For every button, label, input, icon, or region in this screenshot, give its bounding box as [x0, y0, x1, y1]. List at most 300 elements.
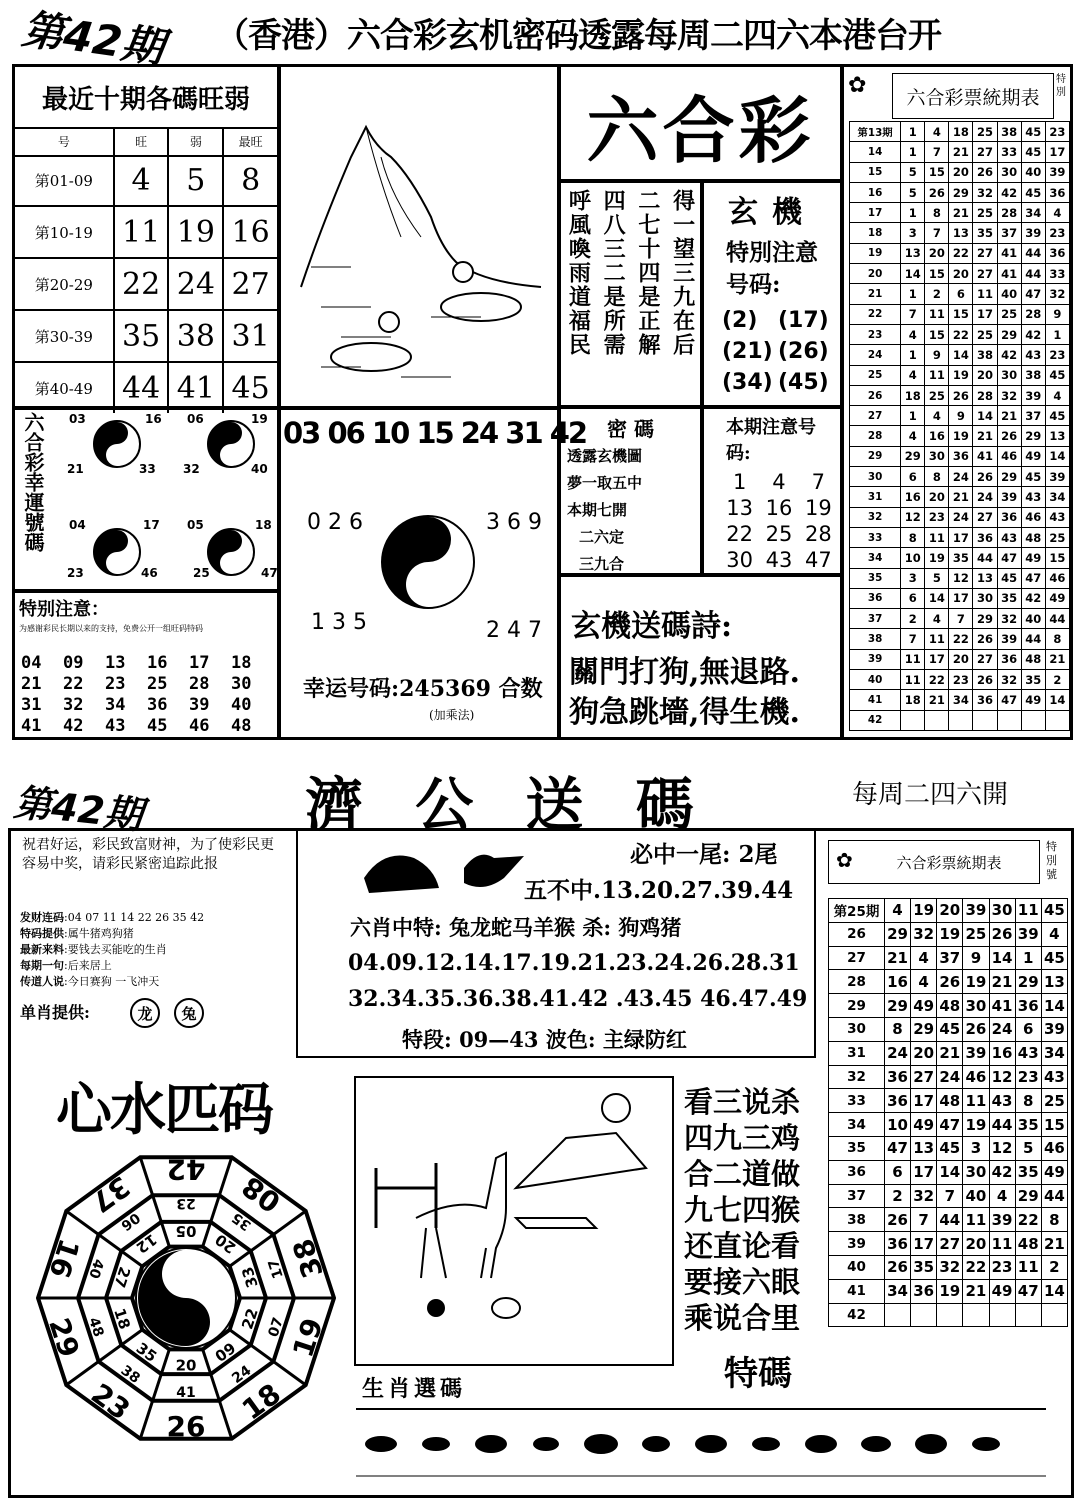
table-row — [850, 609, 1070, 629]
special-attn-num: (17) — [778, 308, 829, 333]
table-cell: 44 — [1021, 264, 1045, 284]
table-row — [850, 264, 1070, 284]
info-panel — [14, 834, 286, 1030]
table-cell: 14 — [850, 142, 901, 162]
lucky-num: 19 — [251, 412, 268, 426]
table-cell: 21 — [949, 203, 973, 223]
bottom-table-title-box — [828, 840, 1040, 884]
special-attn-num: (21) — [722, 339, 773, 364]
table-cell: 29 — [850, 446, 901, 466]
table-cell: 36 — [911, 1279, 937, 1303]
bagua-number: 18 — [235, 1376, 287, 1427]
this-issue-row — [720, 521, 838, 547]
table-row — [829, 1065, 1068, 1089]
mima-panel — [558, 406, 703, 576]
bagua-number: 05 — [175, 1221, 197, 1240]
table-cell: 24 — [949, 467, 973, 487]
table-cell: 25 — [997, 304, 1021, 324]
table-row — [850, 324, 1070, 344]
table-cell: 36 — [949, 446, 973, 466]
table-cell: 43 — [997, 527, 1021, 547]
table-cell: 39 — [997, 629, 1021, 649]
jigong-nums-1: 04.09.12.14.17.19.21.23.24.26.28.31 — [348, 950, 800, 976]
table-cell: 48 — [937, 1089, 963, 1113]
table-cell: 48 — [1021, 649, 1045, 669]
table-cell: 21 — [963, 1279, 989, 1303]
table-cell: 4 — [901, 426, 925, 446]
table-cell: 49 — [1021, 548, 1045, 568]
special-notice-num: 31 — [21, 695, 42, 715]
deer-picture-frame — [354, 1076, 674, 1366]
table-cell: 22 — [949, 243, 973, 263]
poem-column: 四八三二是所需 — [600, 189, 627, 357]
table-cell — [963, 1303, 989, 1327]
table-row — [829, 1208, 1068, 1232]
special-notice-num: 09 — [63, 653, 84, 673]
table-cell: 26 — [884, 1255, 910, 1279]
shengxiao-label: 生肖選碼 — [362, 1376, 467, 1402]
side-poem-line: 九七四猴 — [684, 1193, 801, 1227]
table-cell: 43 — [989, 1089, 1015, 1113]
table-cell: 22 — [963, 1255, 989, 1279]
poem-panel — [558, 180, 703, 408]
table-cell: 37 — [997, 223, 1021, 243]
table-cell: 20 — [949, 264, 973, 284]
table-cell: 49 — [1021, 446, 1045, 466]
table-cell: 11 — [989, 1232, 1015, 1256]
table-cell: 37 — [1021, 406, 1045, 426]
table-cell: 45 — [1021, 467, 1045, 487]
special-notice-num: 22 — [63, 674, 84, 694]
table-cell: 47 — [884, 1136, 910, 1160]
special-notice-num: 23 — [105, 674, 126, 694]
this-issue-num: 7 — [811, 470, 825, 494]
table-cell: 19 — [963, 1113, 989, 1137]
table-cell: 19 — [850, 243, 901, 263]
table-cell: 47 — [1021, 284, 1045, 304]
table-cell: 11 — [925, 527, 949, 547]
table-row — [850, 223, 1070, 243]
table-cell: 25 — [973, 324, 997, 344]
table-cell — [949, 710, 973, 730]
side-poem-line: 要接六眼 — [684, 1265, 801, 1299]
table-cell: 6 — [901, 588, 925, 608]
table-cell: 32 — [911, 922, 937, 946]
recent-header-row — [15, 127, 277, 157]
table-row — [850, 122, 1070, 142]
history-table-side: 特別 — [1056, 74, 1066, 98]
table-cell: 29 — [911, 1017, 937, 1041]
lucky-number-label: 幸运号码:245369 合数 — [303, 676, 543, 702]
table-cell: 19 — [937, 922, 963, 946]
table-row — [829, 1279, 1068, 1303]
table-row — [850, 203, 1070, 223]
table-cell: 41 — [997, 243, 1021, 263]
table-cell: 25 — [973, 122, 997, 142]
table-cell: 29 — [1021, 426, 1045, 446]
table-cell: 9 — [963, 946, 989, 970]
table-cell: 11 — [973, 284, 997, 304]
table-cell: 46 — [1021, 507, 1045, 527]
table-cell: 37 — [937, 946, 963, 970]
special-notice-num: 28 — [189, 674, 210, 694]
table-row — [829, 1017, 1068, 1041]
table-cell: 21 — [937, 1041, 963, 1065]
table-cell: 25 — [973, 203, 997, 223]
table-cell: 42 — [1021, 588, 1045, 608]
table-cell: 7 — [949, 609, 973, 629]
table-row — [850, 142, 1070, 162]
table-cell — [911, 1303, 937, 1327]
table-row — [850, 243, 1070, 263]
table-cell: 44 — [989, 1113, 1015, 1137]
bagua-number: 06 — [117, 1209, 143, 1234]
lucky-num: 06 — [187, 412, 204, 426]
table-cell: 21 — [925, 690, 949, 710]
table-cell — [901, 710, 925, 730]
table-cell: 47 — [1021, 568, 1045, 588]
table-cell: 44 — [1021, 243, 1045, 263]
table-cell: 11 — [963, 1208, 989, 1232]
table-cell: 46 — [1045, 568, 1069, 588]
col-header: 号 — [15, 127, 115, 155]
special-notice-note: 为感谢彩民长期以来的支持，免费公开一组旺码特码 — [19, 624, 203, 633]
mountain-ducks-illustration — [281, 67, 557, 406]
table-cell: 13 — [973, 568, 997, 588]
table-cell: 35 — [829, 1136, 885, 1160]
special-notice-num: 45 — [147, 716, 168, 736]
bagua-number: 24 — [229, 1362, 255, 1387]
table-cell: 1 — [1045, 324, 1069, 344]
table-cell: 1 — [1015, 946, 1041, 970]
poem-column: 二七十四是正解 — [634, 189, 661, 357]
table-cell: 32 — [829, 1065, 885, 1089]
table-cell: 1 — [901, 284, 925, 304]
this-issue-num: 28 — [804, 522, 832, 546]
table-cell: 35 — [911, 1255, 937, 1279]
table-cell: 9 — [1045, 304, 1069, 324]
info-line — [20, 958, 288, 974]
info-key: 特码提供 — [20, 927, 64, 940]
table-cell: 33 — [997, 142, 1021, 162]
table-row — [850, 385, 1070, 405]
table-cell: 18 — [901, 690, 925, 710]
table-cell: 36 — [1045, 243, 1069, 263]
info-line — [20, 926, 288, 942]
table-cell: 32 — [973, 182, 997, 202]
mima-line: 三九合 — [579, 555, 625, 573]
mima-line: 二六定 — [579, 528, 625, 546]
table-cell: 8 — [925, 203, 949, 223]
table-cell: 11 — [901, 649, 925, 669]
table-cell: 1 — [901, 122, 925, 142]
table-cell: 27 — [973, 649, 997, 669]
this-issue-num: 47 — [804, 548, 832, 572]
table-cell: 2 — [884, 1184, 910, 1208]
table-cell: 39 — [963, 1041, 989, 1065]
table-cell: 43 — [1021, 345, 1045, 365]
table-cell: 19 — [925, 548, 949, 568]
table-cell: 45 — [1021, 182, 1045, 202]
special-notice-num: 34 — [105, 695, 126, 715]
bagua-number: 20 — [175, 1356, 197, 1375]
table-cell: 47 — [997, 690, 1021, 710]
table-cell: 38 — [997, 122, 1021, 142]
table-cell: 38 — [1021, 365, 1045, 385]
table-cell: 30 — [997, 162, 1021, 182]
info-sep: : — [64, 975, 68, 988]
table-cell: 34 — [949, 690, 973, 710]
table-cell: 36 — [850, 588, 901, 608]
recent-row — [15, 155, 277, 207]
table-cell: 14 — [949, 345, 973, 365]
xuanji-poem-line: 狗急跳墻,得生機. — [569, 695, 800, 730]
table-cell: 8 — [884, 1017, 910, 1041]
table-cell: 24 — [989, 1017, 1015, 1041]
recent-row-value: 24 — [169, 259, 224, 309]
table-cell: 43 — [1015, 1041, 1041, 1065]
table-row — [850, 284, 1070, 304]
info-sep: : — [64, 959, 68, 972]
table-cell: 20 — [973, 365, 997, 385]
table-row — [850, 487, 1070, 507]
xinshui-title: 心水匹码 — [56, 1077, 272, 1143]
table-cell: 22 — [850, 304, 901, 324]
table-cell: 44 — [1021, 629, 1045, 649]
table-row — [850, 304, 1070, 324]
taiji-icon — [93, 420, 141, 468]
table-cell: 26 — [973, 162, 997, 182]
table-cell: 27 — [937, 1232, 963, 1256]
info-key: 每期一句 — [20, 959, 64, 972]
table-cell: 39 — [963, 899, 989, 923]
info-value: 后来居上 — [67, 959, 112, 972]
table-cell: 39 — [989, 1208, 1015, 1232]
special-attn-num: (2) — [722, 308, 758, 333]
table-row — [829, 1089, 1068, 1113]
table-cell: 24 — [937, 1065, 963, 1089]
history-table-logo-icon: ✿ — [848, 73, 867, 98]
this-issue-row — [720, 495, 838, 521]
this-issue-num: 25 — [765, 522, 793, 546]
table-cell: 30 — [973, 588, 997, 608]
col-header: 弱 — [169, 127, 224, 155]
table-cell: 11 — [925, 365, 949, 385]
table-cell: 39 — [829, 1232, 885, 1256]
section2-title: 濟 公 送 碼 — [305, 771, 710, 839]
lucky-num: 40 — [251, 462, 268, 476]
table-cell: 2 — [925, 284, 949, 304]
bottom-history-table — [828, 898, 1068, 1327]
table-cell: 2 — [901, 609, 925, 629]
table-cell: 30 — [989, 899, 1015, 923]
poem-column: 呼風喚雨道福民 — [565, 189, 592, 357]
recent-row-value: 45 — [231, 370, 270, 406]
table-cell: 3 — [901, 223, 925, 243]
table-cell: 11 — [925, 304, 949, 324]
table-cell: 17 — [949, 588, 973, 608]
table-cell: 21 — [1041, 1232, 1067, 1256]
table-cell: 30 — [829, 1017, 885, 1041]
table-cell: 4 — [1045, 203, 1069, 223]
side-poem-line: 乘说合里 — [684, 1301, 801, 1335]
bagua-number: 12 — [132, 1230, 161, 1258]
table-cell: 11 — [1015, 899, 1041, 923]
table-cell: 23 — [1045, 223, 1069, 243]
table-cell: 4 — [901, 365, 925, 385]
this-issue-num: 13 — [726, 496, 754, 520]
special-notice-num: 21 — [21, 674, 42, 694]
table-row — [850, 588, 1070, 608]
table-cell: 32 — [997, 385, 1021, 405]
lucky-num: 04 — [69, 518, 86, 532]
table-cell: 16 — [884, 970, 910, 994]
brand-title: 六合彩 — [586, 89, 815, 173]
info-key: 最新来料 — [20, 943, 64, 956]
brand-panel — [558, 64, 843, 182]
table-cell: 14 — [925, 588, 949, 608]
table-cell: 41 — [989, 994, 1015, 1018]
table-cell: 35 — [1015, 1113, 1041, 1137]
table-cell: 35 — [1015, 1160, 1041, 1184]
table-row — [850, 507, 1070, 527]
recent-row-value: 5 — [169, 155, 224, 205]
taiji-right-nums: 3 6 9 — [486, 510, 542, 535]
taiji-icon — [207, 528, 255, 576]
lucky-num: 05 — [187, 518, 204, 532]
table-cell: 16 — [850, 182, 901, 202]
table-cell: 11 — [963, 1089, 989, 1113]
this-issue-title: 本期注意号码: — [726, 417, 816, 464]
table-cell: 10 — [901, 548, 925, 568]
table-cell: 23 — [1045, 345, 1069, 365]
table-cell: 8 — [1041, 1208, 1067, 1232]
table-cell: 24 — [850, 345, 901, 365]
deer-illustration — [356, 1078, 672, 1364]
table-cell: 18 — [901, 385, 925, 405]
table-cell: 14 — [989, 946, 1015, 970]
recent-row-value: 11 — [115, 207, 170, 257]
table-cell: 9 — [949, 406, 973, 426]
table-cell: 20 — [963, 1232, 989, 1256]
table-row — [829, 1255, 1068, 1279]
table-cell: 17 — [925, 649, 949, 669]
table-cell: 38 — [973, 345, 997, 365]
table-cell: 28 — [1021, 304, 1045, 324]
bagua-number: 19 — [286, 1314, 330, 1362]
table-cell: 36 — [997, 507, 1021, 527]
table-cell: 40 — [850, 670, 901, 690]
table-cell: 23 — [1015, 1065, 1041, 1089]
table-cell: 2 — [1041, 1255, 1067, 1279]
single-xiao-b: 兔 — [174, 998, 204, 1028]
table-cell: 5 — [1015, 1136, 1041, 1160]
table-cell: 6 — [901, 467, 925, 487]
table-cell: 15 — [925, 324, 949, 344]
table-cell: 21 — [884, 946, 910, 970]
single-xiao-label: 单肖提供: — [20, 1003, 90, 1022]
table-cell: 22 — [949, 629, 973, 649]
zodiac-animals-icon — [356, 1410, 1046, 1486]
lucky-title: 六合彩幸運號碼 — [21, 412, 45, 552]
table-row — [850, 365, 1070, 385]
table-cell: 25 — [1041, 1089, 1067, 1113]
bagua-number: 17 — [265, 1256, 287, 1281]
bizhong: 必中一尾: 2尾 — [630, 841, 778, 868]
table-cell: 24 — [973, 487, 997, 507]
bagua-number: 37 — [85, 1169, 137, 1220]
recent-row-value: 19 — [169, 207, 224, 257]
table-cell: 36 — [973, 527, 997, 547]
table-cell: 23 — [850, 324, 901, 344]
table-cell: 11 — [1015, 1255, 1041, 1279]
table-cell: 32 — [911, 1184, 937, 1208]
table-cell: 8 — [901, 527, 925, 547]
table-cell: 8 — [1015, 1089, 1041, 1113]
info-value: 要钱去买能吃的生肖 — [67, 943, 167, 956]
bagua-number: 35 — [132, 1338, 161, 1366]
table-cell: 20 — [911, 1041, 937, 1065]
table-cell — [884, 1303, 910, 1327]
table-row — [850, 426, 1070, 446]
table-cell: 19 — [963, 970, 989, 994]
mima-line: 夢一取五中 — [567, 474, 643, 492]
special-notice-num: 25 — [147, 674, 168, 694]
table-cell: 42 — [989, 1160, 1015, 1184]
table-cell: 21 — [1045, 649, 1069, 669]
table-cell: 29 — [901, 446, 925, 466]
table-cell: 29 — [829, 994, 885, 1018]
recent-row-value: 38 — [169, 311, 224, 361]
table-cell: 48 — [937, 994, 963, 1018]
info-line — [20, 910, 288, 926]
table-cell: 43 — [1041, 1065, 1067, 1089]
table-cell: 36 — [884, 1232, 910, 1256]
special-notice-num: 13 — [105, 653, 126, 673]
table-cell — [989, 1303, 1015, 1327]
table-cell: 40 — [997, 284, 1021, 304]
table-cell — [937, 1303, 963, 1327]
table-cell: 15 — [1045, 548, 1069, 568]
table-cell: 46 — [963, 1065, 989, 1089]
taiji-icon — [207, 420, 255, 468]
lucky-num: 32 — [183, 462, 200, 476]
table-cell: 13 — [1045, 426, 1069, 446]
table-cell: 30 — [997, 365, 1021, 385]
table-row — [850, 527, 1070, 547]
recent-row — [15, 207, 277, 259]
table-cell: 4 — [911, 946, 937, 970]
info-sep: : — [64, 911, 68, 924]
table-cell: 26 — [973, 467, 997, 487]
recent-panel — [12, 64, 280, 409]
lucky-num: 18 — [255, 518, 272, 532]
bottom-table-side: 特別號 — [1046, 840, 1057, 881]
table-cell: 26 — [989, 922, 1015, 946]
special-notice-num: 40 — [231, 695, 252, 715]
table-cell: 14 — [937, 1160, 963, 1184]
table-cell: 23 — [1045, 122, 1069, 142]
taiji-icon — [93, 528, 141, 576]
table-cell: 46 — [1041, 1136, 1067, 1160]
table-cell: 25 — [850, 365, 901, 385]
special-attn-num: (26) — [778, 339, 829, 364]
this-issue-num: 4 — [772, 470, 786, 494]
table-cell: 17 — [911, 1160, 937, 1184]
special-attn-num: (45) — [778, 370, 829, 395]
lucky-num: 17 — [143, 518, 160, 532]
taiji-icon — [381, 515, 475, 609]
